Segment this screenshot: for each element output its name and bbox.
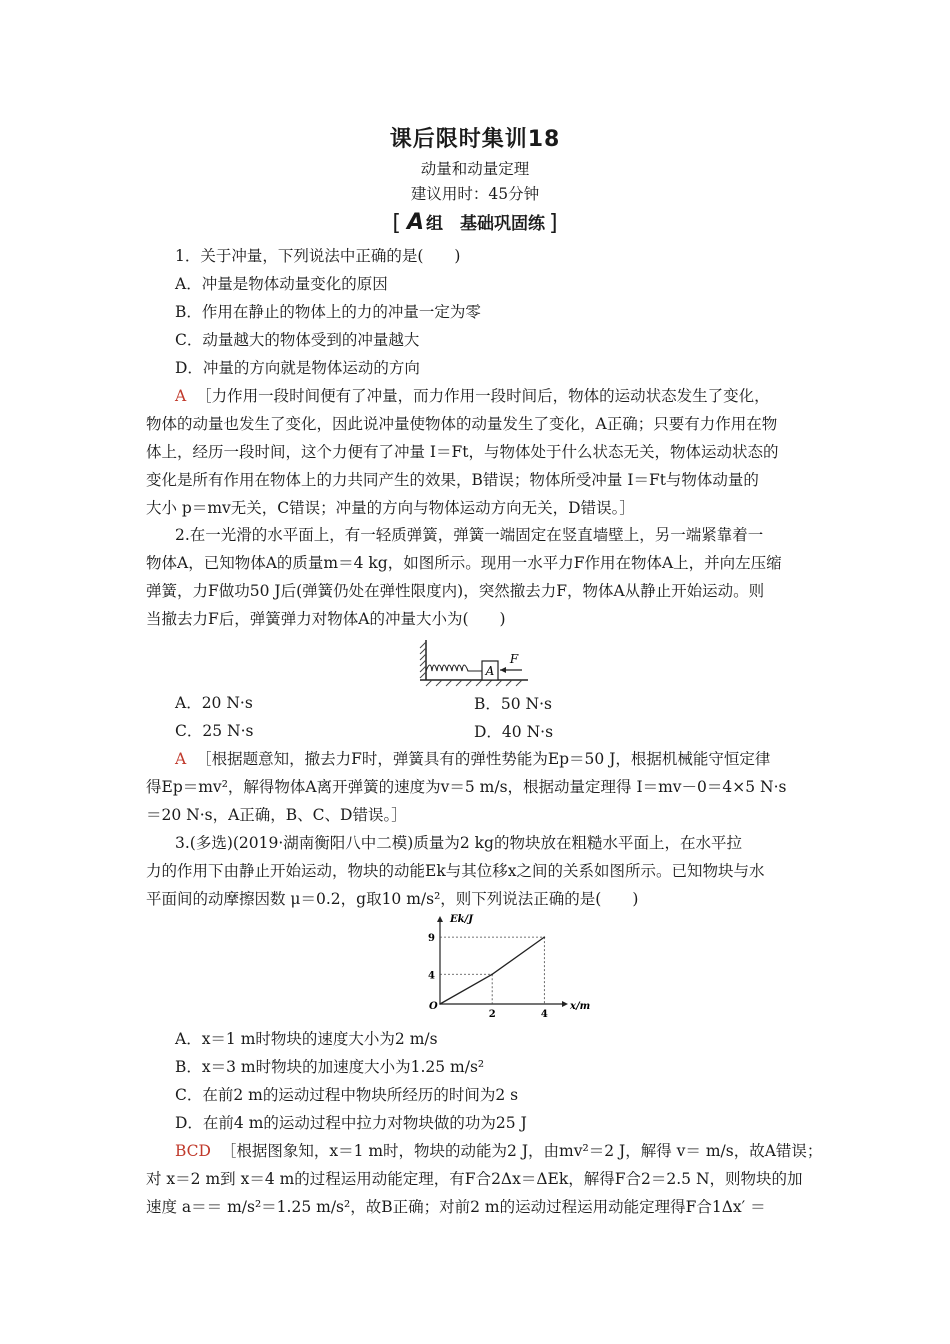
y-axis-label: Ek/J <box>450 914 473 925</box>
data-point <box>544 936 546 938</box>
page-subtitle: 动量和动量定理 <box>420 160 530 178</box>
q1-answer: A <box>175 387 187 405</box>
data-point <box>491 973 493 975</box>
q2-answer: A <box>175 750 187 768</box>
q3-stem-line: 平面间的动摩擦因数 μ＝0.2，g取10 m/s²，则下列说法正确的是( ) <box>146 890 639 908</box>
q2-stem-line: 2.在一光滑的水平面上，有一轻质弹簧，弹簧一端固定在竖直墙壁上，另一端紧靠着一 <box>175 526 764 544</box>
q1-explanation-line: 物体的动量也发生了变化，因此说冲量使物体的动量发生了变化，A正确；只要有力作用在物 <box>146 415 778 433</box>
group-letter: A <box>406 210 425 235</box>
y-tick-label: 9 <box>428 933 435 945</box>
q3-explanation-line: BCD ［根据图象知，x＝1 m时，物块的动能为2 J，由mv²＝2 J，解得 v＝ m/s，故A错误； <box>175 1142 823 1160</box>
q2-stem-line: 物体A，已知物体A的质量m＝4 kg，如图所示。现用一水平力F作用在物体A上，并向左压缩 <box>146 554 782 572</box>
x-axis-arrow <box>562 1001 568 1007</box>
q1-option-a: A．冲量是物体动量变化的原因 <box>175 275 388 293</box>
x-tick-label: 4 <box>540 1009 548 1020</box>
q1-option-b: B．作用在静止的物体上的力的冲量一定为零 <box>175 303 481 321</box>
q2-explanation-line: 得Ep＝mv²，解得物体A离开弹簧的速度为v＝5 m/s，根据动量定理得 I＝mv－0＝4×5 N·s <box>146 778 787 796</box>
q3-option-c: C．在前2 m的运动过程中物块所经历的时间为2 s <box>175 1086 519 1104</box>
q3-stem-line: 力的作用下由静止开始运动，物块的动能Ek与其位移x之间的关系如图所示。已知物块与水 <box>146 862 765 880</box>
q1-explanation-line: A ［力作用一段时间便有了冲量，而力作用一段时间后，物体的运动状态发生了变化， <box>175 387 770 405</box>
bracket-left: [ <box>392 211 401 236</box>
q2-option-b: B．50 N·s <box>474 695 552 713</box>
spring-block-figure <box>418 638 530 688</box>
y-tick-label: 4 <box>428 970 435 982</box>
origin-label: O <box>429 1001 438 1012</box>
bracket-right: ] <box>549 211 558 236</box>
q1-option-d: D．冲量的方向就是物体运动的方向 <box>175 359 420 377</box>
block-label: A <box>485 664 495 678</box>
q3-option-d: D．在前4 m的运动过程中拉力对物块做的功为25 J <box>175 1114 527 1132</box>
ek-series-line <box>440 937 544 1004</box>
group-heading <box>0 209 950 235</box>
q2-stem-line: 弹簧，力F做功50 J后(弹簧仍处在弹性限度内)，突然撤去力F，物体A从静止开始运动。则 <box>146 582 765 600</box>
y-axis-arrow <box>437 916 443 922</box>
force-label: F <box>509 652 519 666</box>
q3-option-b: B．x＝3 m时物块的加速度大小为1.25 m/s² <box>175 1058 485 1076</box>
data-point <box>439 1003 441 1005</box>
q3-answer: BCD <box>175 1142 211 1160</box>
q1-explanation-line: 变化是所有作用在物体上的力共同产生的效果，B错误；物体所受冲量 I＝Ft与物体动量的 <box>146 471 759 489</box>
q3-stem-line: 3.(多选)(2019·湖南衡阳八中二模)质量为2 kg的物块放在粗糙水平面上，在水平拉 <box>175 834 742 852</box>
q3-explanation-line: 速度 a＝＝ m/s²＝1.25 m/s²，故B正确；对前2 m的运动过程运用动能定理得F合1Δx′ ＝ <box>146 1198 766 1216</box>
q2-stem-line: 当撤去力F后，弹簧弹力对物体A的冲量大小为( ) <box>146 610 506 628</box>
ek-x-chart <box>418 914 591 1022</box>
q1-explanation-line: 大小 p＝mv无关，C错误；冲量的方向与物体运动方向无关，D错误。］ <box>146 499 635 517</box>
q2-option-a: A．20 N·s <box>175 694 253 712</box>
suggested-time: 建议用时：45分钟 <box>410 185 540 203</box>
q3-explanation-line: 对 x＝2 m到 x＝4 m的过程运用动能定理，有F合2Δx＝ΔEk，解得F合2＝2.5 N，则物块的加 <box>146 1170 803 1188</box>
q1-explanation-line: 体上，经历一段时间，这个力便有了冲量 I＝Ft，与物体处于什么状态无关，物体运动状态的 <box>146 443 779 461</box>
q1-option-c: C．动量越大的物体受到的冲量越大 <box>175 331 420 349</box>
q3-option-a: A．x＝1 m时物块的速度大小为2 m/s <box>175 1030 438 1048</box>
q2-option-c: C．25 N·s <box>175 722 254 740</box>
x-axis-label: x/m <box>570 1001 591 1012</box>
q1-stem: 1．关于冲量，下列说法中正确的是( ) <box>175 247 461 265</box>
q2-explanation-line: A ［根据题意知，撤去力F时，弹簧具有的弹性势能为Ep＝50 J，根据机械能守恒定律 <box>175 750 771 768</box>
x-tick-label: 2 <box>488 1009 496 1020</box>
group-text: 组 基础巩固练 <box>426 214 546 234</box>
q2-explanation-line: ＝20 N·s，A正确，B、C、D错误。］ <box>146 806 407 824</box>
page-title: 课后限时集训18 <box>389 127 561 152</box>
q2-option-d: D．40 N·s <box>474 723 554 741</box>
